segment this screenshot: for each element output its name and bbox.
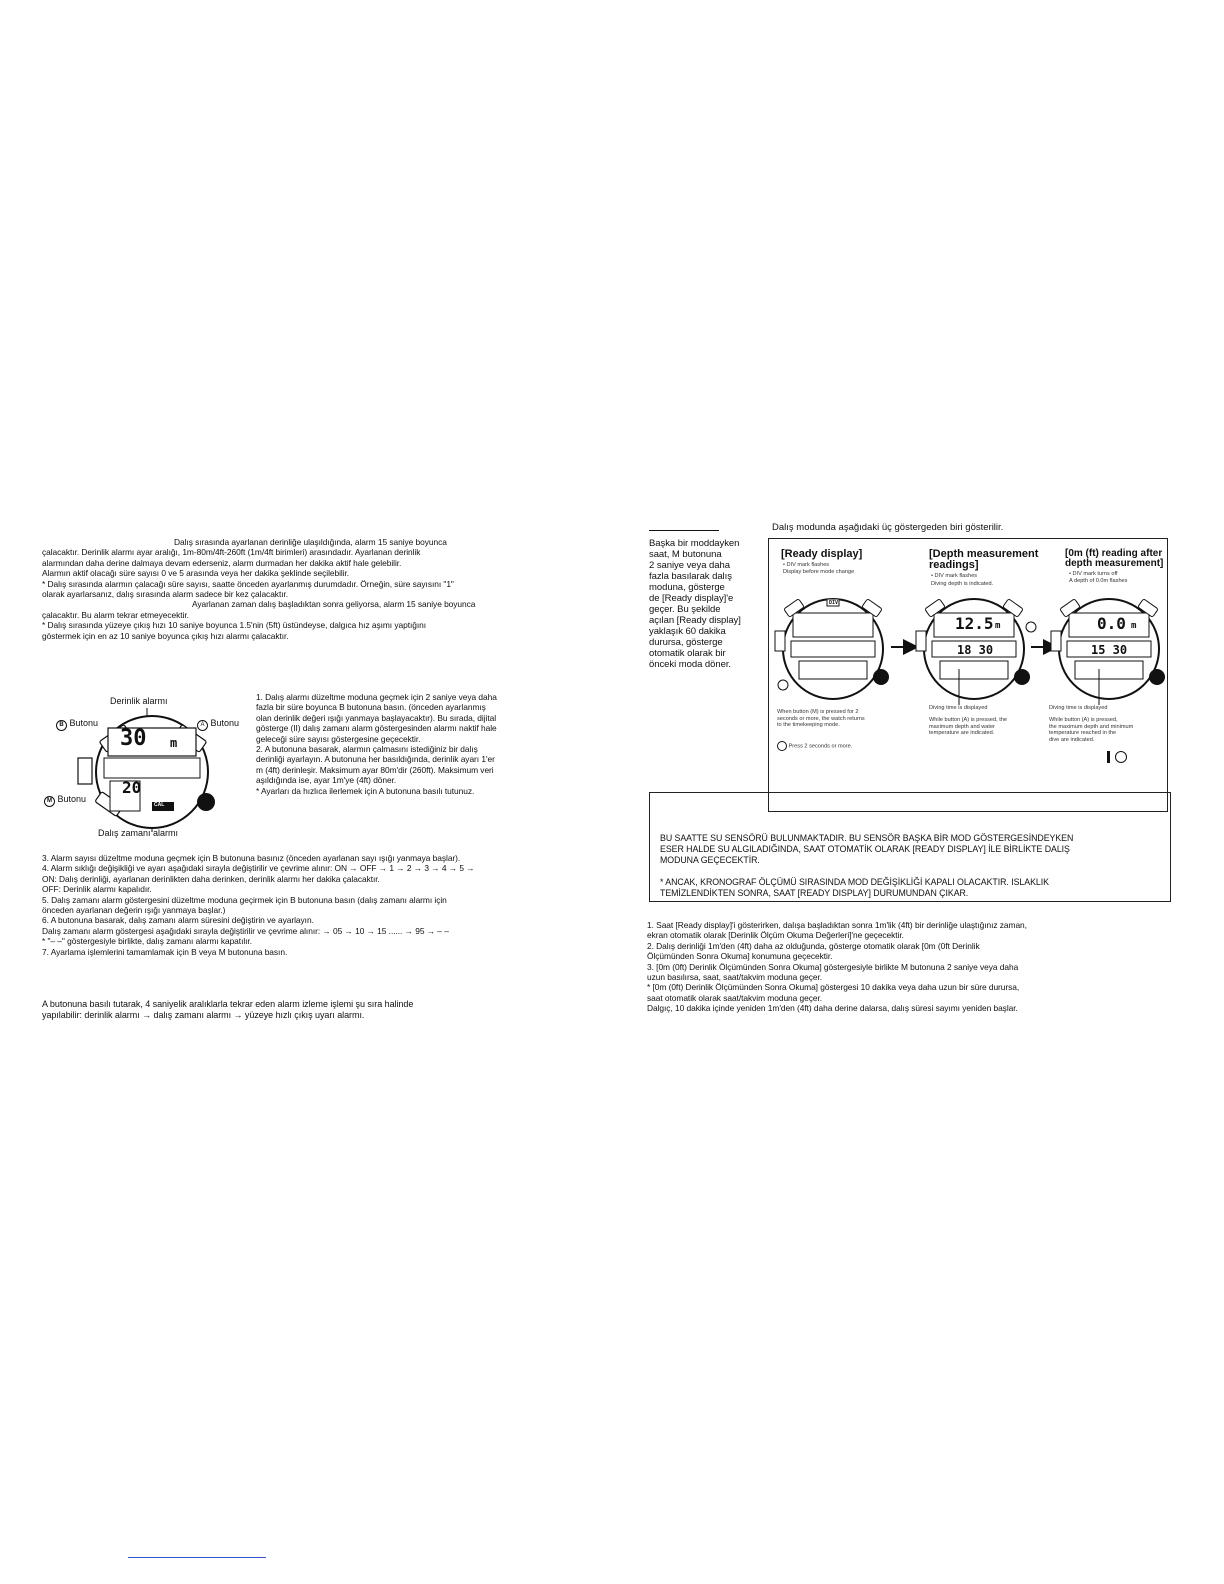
footer-link-line	[128, 1557, 266, 1558]
depth-lcd-unit: m	[995, 621, 1001, 631]
depth-lcd-time: 18 30	[957, 643, 994, 657]
depth-alarm-figure	[40, 690, 260, 850]
zero-sub2: A depth of 0.0m flashes	[1069, 578, 1128, 584]
dive-mode-diagram	[768, 538, 1168, 812]
dive-step-line: 2. Dalış derinliği 1m'den (4ft) daha az olduğunda, gösterge otomatik olarak [0m (0ft Derinlik	[647, 940, 980, 951]
notice-text: BU SAATTE SU SENSÖRÜ BULUNMAKTADIR. BU SENSÖR BAŞKA BİR MOD GÖSTERGESİNDEYKEN ESER HALDE SU ALGILADIĞINDA, SAAT OTOMATİK OLARAK [READY DISPLAY] İLE BİRLİKTE DALIŞ MODUNA GEÇECEKTİR. * ANCAK, KRONOGRAF ÖLÇÜMÜ SIRASINDA MOD DEĞİŞİKLİĞİ KAPALI OLACAKTIR. ISLAKLIK TEMİZLENDİKTEN SONRA, SAAT [READY DISPLAY] DURUMUNDAN ÇIKAR.	[660, 833, 1074, 898]
side-line: durursa, gösterge	[649, 637, 723, 648]
lcd-dive-time: 20	[122, 778, 142, 797]
dive-step-line: saat otomatik olarak saat/takvim moduna geçer.	[647, 992, 823, 1003]
step-line: olan derinlik değeri ışığı yanmaya başlayacaktır). Bu sırada, dijital	[256, 712, 497, 723]
dive-mode-side-text	[649, 538, 741, 670]
side-line: geçer. Bu şekilde	[649, 604, 721, 615]
ready-display-title: [Ready display]	[781, 548, 863, 560]
lcd-depth-value: 30	[120, 726, 147, 751]
b-button-label: B Butonu	[56, 718, 98, 731]
step-line: 1. Dalış alarmı düzeltme moduna geçmek için 2 saniye veya daha	[256, 692, 497, 702]
side-line: önceki moda döner.	[649, 659, 732, 670]
alarm-steps-lower	[42, 853, 475, 957]
depth-caption-top: Diving time is displayed	[929, 705, 988, 711]
intro-line: Dalış sırasında ayarlanan derinliğe ulaşıldığında, alarm 15 saniye boyunca	[174, 537, 447, 547]
step-line: önceden ayarlanan değerin ışığı yanmaya başlar.)	[42, 905, 226, 916]
dive-step-line: Dalgıç, 10 dakika içinde yeniden 1m'den (4ft) daha derine dalarsa, dalış süresi sayımı yeniden başlar.	[647, 1003, 1018, 1014]
step-line: * Ayarları da hızlıca ilerlemek için A butonuna basılı tutunuz.	[256, 785, 475, 796]
ready-sub1: • DIV mark flashes	[783, 562, 830, 568]
step-line: * "– –" göstergesiyle birlikte, dalış zamanı alarmı kapatılır.	[42, 936, 252, 947]
dive-step-line: * [0m (0ft) Derinlik Ölçümünden Sonra Okuma] göstergesi 10 dakika veya daha uzun bir süre durursa,	[647, 982, 1020, 993]
m-button-icon	[1115, 751, 1127, 763]
zero-reading-title: [0m (ft) reading after depth measurement]	[1065, 548, 1164, 569]
press-hold-mark	[1107, 751, 1110, 763]
side-line: otomatik olarak bir	[649, 648, 726, 659]
intro-line: Ayarlanan zaman dalış başladıktan sonra geliyorsa, alarm 15 saniye boyunca	[192, 599, 476, 610]
lcd-depth-unit: m	[170, 736, 178, 750]
step-line: aşıldığında ise, ayar 1m'ye (4ft) döner.	[256, 775, 397, 786]
side-line: açılan [Ready display]	[649, 615, 741, 626]
step-line: 4. Alarm sıklığı değişikliği ve ayarı aşağıdaki sırayla değiştirilir ve çevrime alınır: ON → OFF → 1 → 2 → 3 → 4 → 5 →	[42, 863, 475, 874]
step-line: 7. Ayarlama işlemlerini tamamlamak için B veya M butonuna basın.	[42, 946, 288, 957]
ready-caption: When button (M) is pressed for 2 seconds or more, the watch returns to the timekeeping mode.	[777, 709, 865, 729]
side-line: 2 saniye veya daha	[649, 560, 730, 571]
intro-line: Alarmın aktif olacağı süre sayısı 0 ve 5 arasında veya her dakika şeklinde seçilebilir.	[42, 568, 350, 579]
side-line: yaklaşık 60 dakika	[649, 626, 726, 637]
step-line: fazla bir süre boyunca B butonuna basın. (önceden ayarlanmış	[256, 702, 486, 713]
depth-sub2: Diving depth is indicated.	[931, 581, 994, 587]
step-line: m (4ft) derinleşir. Maksimum ayar 80m'dir (260ft). Maksimum veri	[256, 764, 494, 775]
step-line: 2. A butonuna basarak, alarmın çalmasını istediğiniz bir dalış	[256, 744, 478, 755]
water-sensor-notice	[649, 792, 1171, 902]
left-intro	[42, 537, 475, 641]
dive-step-line: 1. Saat [Ready display]'i gösterirken, dalışa başladıktan sonra 1m'lik (4ft) bir derinliğe ulaştığınız zaman,	[647, 920, 1027, 930]
side-line: de [Ready display]'e	[649, 593, 734, 604]
intro-line: alarmından daha derine dalmaya devam ederseniz, alarm durmadan her dakika aktif hale gelebilir.	[42, 557, 402, 568]
press-hold-icon	[777, 741, 787, 751]
alarm-steps-right	[256, 692, 497, 796]
dive-step-line: Ölçümünden Sonra Okuma] konumuna geçecektir.	[647, 951, 833, 962]
ready-lcd-div: DIV	[829, 600, 839, 606]
intro-line: olarak ayarlarsanız, dalış sırasında alarm sadece bir kez çalacaktır.	[42, 589, 289, 600]
m-circle-icon: M	[44, 796, 55, 807]
monitor-line: A butonuna basılı tutarak, 4 saniyelik aralıklarla tekrar eden alarm izleme işlemi şu sıra halinde	[42, 999, 414, 1009]
step-line: 5. Dalış zamanı alarm göstergesini düzeltme moduna geçirmek için B butonuna basın (dalış zamanı alarmı için	[42, 894, 447, 905]
step-line: Dalış zamanı alarm göstergesi aşağıdaki sırayla değiştirilir ve çevrime alınır: → 05 → 10 → 15 ...... → 95 → – –	[42, 925, 449, 936]
step-line: derinliği ayarlayın. A butonuna her basıldığında, derinlik ayarı 1'er	[256, 754, 495, 765]
step-line: 3. Alarm sayısı düzeltme moduna geçmek için B butonuna basınız (önceden ayarlanan sayı ışığı yanmaya başlar).	[42, 853, 461, 863]
press-note: Press 2 seconds or more.	[777, 741, 852, 751]
depth-lcd-value: 12.5	[955, 614, 994, 633]
zero-caption-top: Diving time is displayed	[1049, 705, 1108, 711]
zero-sub1: • DIV mark turns off	[1069, 571, 1118, 577]
dive-step-line: 3. [0m (0ft) Derinlik Ölçümünden Sonra Okuma] göstergesiyle birlikte M butonuna 2 saniye veya daha	[647, 961, 1019, 972]
dive-time-alarm-label: Dalış zamanı alarmı	[98, 828, 179, 838]
side-line: moduna, gösterge	[649, 582, 725, 593]
intro-line: çalacaktır. Bu alarm tekrar etmeyecektir.	[42, 609, 189, 620]
side-line: fazla basılarak dalış	[649, 571, 732, 582]
intro-line: * Dalış sırasında alarmın çalacağı süre sayısı, saatte önceden ayarlanmış durumdadır. Örneğin, süre sayısını "1"	[42, 578, 454, 589]
zero-caption: While button (A) is pressed, the maximum depth and minimum temperature reached in the dive are indicated.	[1049, 717, 1134, 743]
step-line: ON: Dalış derinliği, ayarlanan derinlikten daha derinken, derinlik alarmı her dakika çalacaktır.	[42, 873, 380, 884]
step-line: gösterge (II) dalış zamanı alarm göstergesinden alarmı naktif hale	[256, 723, 497, 734]
intro-line: * Dalış sırasında yüzeye çıkış hızı 10 saniye boyunca 1.5'nin (5ft) üstündeyse, dalgıca hız aşımı yaptığını	[42, 620, 427, 631]
depth-caption: While button (A) is pressed, the maximum depth and water temperature are indicated.	[929, 717, 1008, 737]
b-circle-icon: B	[56, 720, 67, 731]
step-line: 6. A butonuna basarak, dalış zamanı alarm süresini değiştirin ve ayarlayın.	[42, 915, 314, 926]
depth-measurement-title: [Depth measurement readings]	[929, 548, 1039, 571]
zero-lcd-unit: m	[1131, 621, 1137, 631]
dive-step-line: ekran otomatik olarak [Derinlik Ölçüm Okuma Değerleri]'ne geçecektir.	[647, 930, 904, 941]
intro-line: göstermek için en az 10 saniye boyunca çıkış hızı alarmı çalacaktır.	[42, 630, 289, 641]
step-line: geleceği süre sayısı göstergesine geçecektir.	[256, 733, 421, 744]
zero-lcd-value: 0.0	[1097, 614, 1126, 633]
monitor-line: yapılabilir: derinlik alarmı → dalış zamanı alarmı → yüzeye hızlı çıkış uyarı alarmı.	[42, 1010, 365, 1020]
m-button-label: M Butonu	[44, 794, 86, 807]
depth-alarm-label: Derinlik alarmı	[110, 696, 168, 706]
alarm-monitor-note	[42, 999, 413, 1021]
step-line: OFF: Derinlik alarmı kapalıdır.	[42, 884, 152, 895]
depth-sub1: • DIV mark flashes	[931, 573, 978, 579]
a-circle-icon: A	[197, 720, 208, 731]
intro-line: çalacaktır. Derinlik alarmı ayar aralığı, 1m-80m/4ft-260ft (1m/4ft birimleri) arasındadır. Ayarlanan derinlik	[42, 547, 421, 558]
a-button-label: A Butonu	[197, 718, 239, 731]
cal-label: CAL	[154, 802, 165, 808]
section-rule	[649, 530, 719, 531]
dive-mode-steps	[647, 920, 1027, 1014]
side-line: saat, M butonuna	[649, 549, 722, 560]
dive-step-line: uzun basılırsa, saat, saat/takvim moduna geçer.	[647, 972, 823, 983]
dive-mode-caption: Dalış modunda aşağıdaki üç göstergeden biri gösterilir.	[772, 522, 1004, 533]
side-line: Başka bir moddayken	[649, 538, 740, 549]
zero-lcd-time: 15 30	[1091, 643, 1128, 657]
watch-drawing	[70, 706, 250, 836]
ready-sub2: Display before mode change	[783, 569, 855, 575]
